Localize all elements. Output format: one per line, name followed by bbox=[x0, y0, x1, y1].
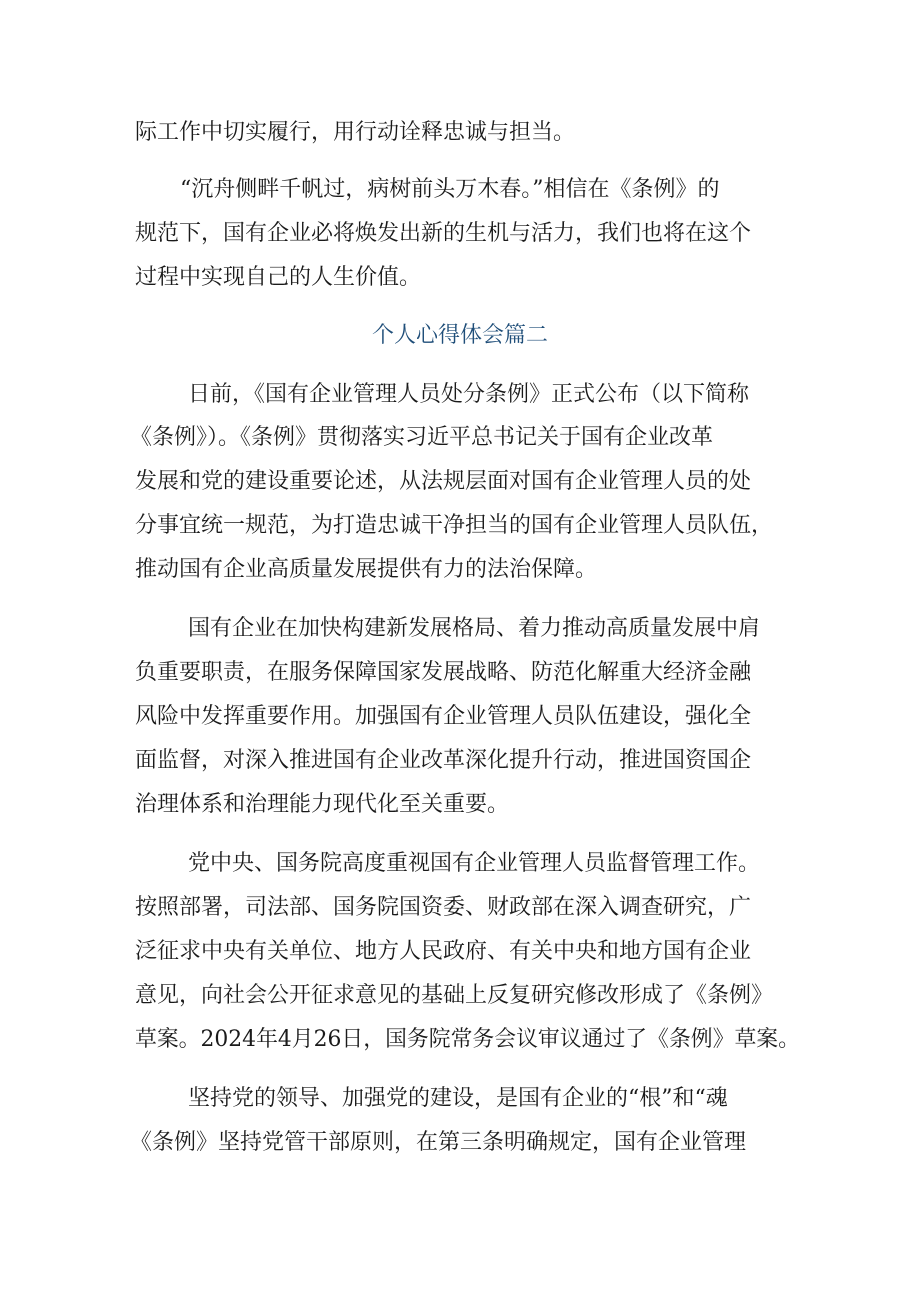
paragraph3-line-3: 泛征求中央有关单位、地方人民政府、有关中央和地方国有企业 bbox=[135, 939, 752, 964]
paragraph2-line-4: 面监督，对深入推进国有企业改革深化提升行动，推进国资国企 bbox=[135, 748, 752, 773]
paragraph3-line-1: 党中央、国务院高度重视国有企业管理人员监督管理工作。 bbox=[188, 851, 761, 876]
paragraph1-line-5: 推动国有企业高质量发展提供有力的法治保障。 bbox=[135, 557, 598, 582]
paragraph1-line-1: 日前，《国有企业管理人员处分条例》正式公布（以下简称 bbox=[188, 382, 750, 407]
paragraph1-line-4: 分事宜统一规范，为打造忠诚干净担当的国有企业管理人员队伍， bbox=[135, 513, 774, 538]
paragraph2-line-3: 风险中发挥重要作用。加强国有企业管理人员队伍建设，强化全 bbox=[135, 704, 752, 729]
paragraph2-line-5: 治理体系和治理能力现代化至关重要。 bbox=[135, 792, 510, 817]
paragraph1-line-3: 发展和党的建设重要论述，从法规层面对国有企业管理人员的处 bbox=[135, 469, 752, 494]
paragraph3-line-2: 按照部署，司法部、国务院国资委、财政部在深入调查研究，广 bbox=[135, 895, 752, 920]
quote-line-1: “沉舟侧畔千帆过，病树前头万木春。”相信在《条例》的 bbox=[180, 177, 720, 202]
paragraph2-line-2: 负重要职责，在服务保障国家发展战略、防范化解重大经济金融 bbox=[135, 660, 752, 685]
paragraph3-line-5: 草案。2024年4月26日，国务院常务会议审议通过了《条例》草案。 bbox=[135, 1027, 800, 1052]
paragraph4-line-2: 《条例》坚持党管干部原则，在第三条明确规定，国有企业管理 bbox=[130, 1130, 747, 1155]
paragraph1-line-2: 《条例》）。《条例》贯彻落实习近平总书记关于国有企业改革 bbox=[130, 425, 714, 450]
quote-line-2: 规范下，国有企业必将焕发出新的生机与活力，我们也将在这个 bbox=[135, 221, 752, 246]
paragraph4-line-1: 坚持党的领导、加强党的建设，是国有企业的“根”和“魂 bbox=[188, 1086, 728, 1111]
quote-line-3: 过程中实现自己的人生价值。 bbox=[135, 265, 422, 290]
paragraph3-line-4: 意见，向社会公开征求意见的基础上反复研究修改形成了《条例》 bbox=[135, 983, 774, 1008]
paragraph2-line-1: 国有企业在加快构建新发展格局、着力推动高质量发展中肩 bbox=[188, 616, 761, 641]
section-heading: 个人心得体会篇二 bbox=[371, 323, 548, 348]
intro-line-1: 际工作中切实履行，用行动诠释忠诚与担当。 bbox=[135, 120, 576, 145]
